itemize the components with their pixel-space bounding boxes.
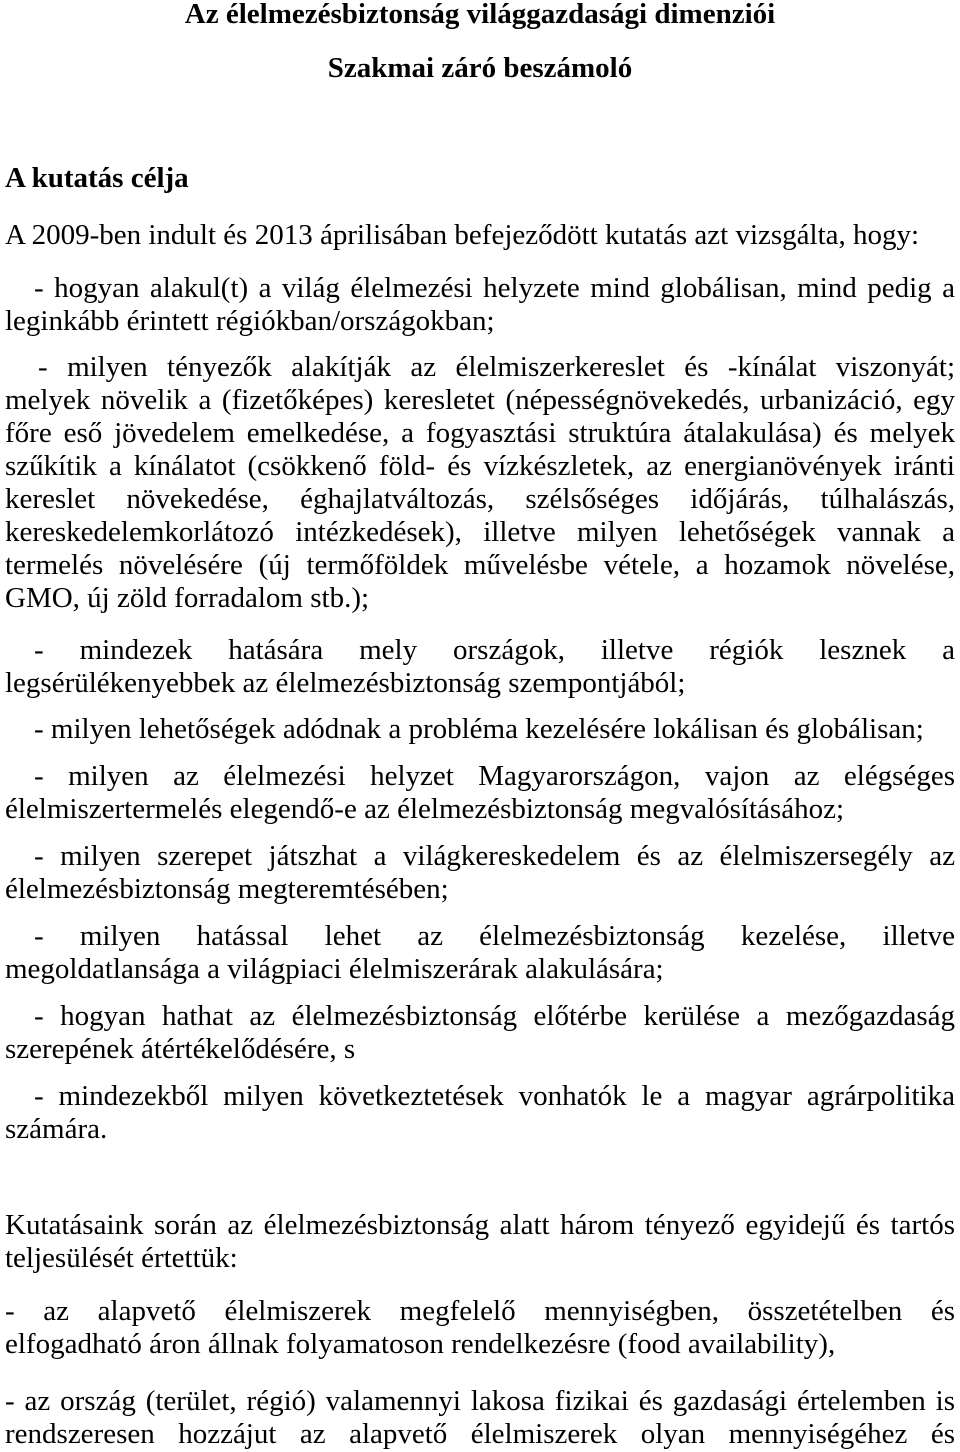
text-line: legsérülékenyebbek az élelmezésbiztonság szempontjából; (5, 667, 686, 699)
text-line: szerepének átértékelődésére, s (5, 1033, 356, 1065)
text-line: megoldatlansága a világpiaci élelmiszerárak alakulására; (5, 953, 664, 985)
text-line: rendszeresen hozzájut az alapvető élelmiszerek olyan mennyiségéhez és (5, 1418, 955, 1450)
text-line: - hogyan alakul(t) a világ élelmezési helyzete mind globálisan, mind pedig a (34, 272, 955, 304)
text-line: GMO, új zöld forradalom stb.); (5, 582, 370, 614)
text-line: - az alapvető élelmiszerek megfelelő mennyiségben, összetételben és (5, 1295, 955, 1327)
text-line: - mindezek hatására mely országok, illetve régiók lesznek a (34, 634, 955, 666)
text-line: - milyen az élelmezési helyzet Magyarországon, vajon az elégséges (34, 760, 955, 792)
text-line: élelmezésbiztonság megteremtésében; (5, 873, 449, 905)
text-line: - hogyan hathat az élelmezésbiztonság előtérbe kerülése a mezőgazdaság (34, 1000, 955, 1032)
text-line: teljesülését értettük: (5, 1242, 238, 1274)
question-item (5, 634, 955, 700)
question-item (5, 713, 955, 746)
text-line: kereslet növekedése, éghajlatváltozás, szélsőséges időjárás, túlhalászás, (5, 483, 955, 515)
section-heading: A kutatás célja (5, 162, 189, 194)
text-line: - milyen lehetőségek adódnak a probléma kezelésére lokálisan és globálisan; (34, 713, 924, 745)
question-item (5, 760, 955, 826)
text-line: - milyen szerepet játszhat a világkereskedelem és az élelmiszersegély az (34, 840, 955, 872)
document-title: Az élelmezésbiztonság világgazdasági dimenziói (184, 0, 776, 30)
text-line: melyek növelik a (fizetőképes) keresletet (népességnövekedés, urbanizáció, egy (5, 384, 955, 416)
document-subtitle: Szakmai záró beszámoló (327, 52, 633, 84)
condition-item (5, 1385, 955, 1451)
question-item (5, 920, 955, 986)
condition-item (5, 1295, 955, 1361)
definition-paragraph (5, 1209, 955, 1275)
question-item (5, 840, 955, 906)
text-line: termelés növelésére (új termőföldek művelésbe vétele, a hozamok növelése, (5, 549, 955, 581)
text-line: kereskedelemkorlátozó intézkedések), illetve milyen lehetőségek vannak a (5, 516, 955, 548)
text-line: szűkítik a kínálatot (csökkenő föld- és vízkészletek, az energianövények iránti (5, 450, 955, 482)
question-item (5, 351, 955, 615)
text-line: - mindezekből milyen következtetések vonhatók le a magyar agrárpolitika (34, 1080, 955, 1112)
text-line: számára. (5, 1113, 108, 1145)
text-line: - milyen tényezők alakítják az élelmiszerkereslet és -kínálat viszonyát; (38, 351, 955, 383)
text-line: - az ország (terület, régió) valamennyi lakosa fizikai és gazdasági értelemben is (5, 1385, 955, 1417)
question-item (5, 1000, 955, 1066)
text-line: főre eső jövedelem emelkedése, a fogyasztási struktúra átalakulása) és melyek (5, 417, 955, 449)
text-line: elfogadható áron állnak folyamatoson rendelkezésre (food availability), (5, 1328, 836, 1360)
text-line: - milyen hatással lehet az élelmezésbiztonság kezelése, illetve (34, 920, 955, 952)
question-item (5, 272, 955, 338)
question-item (5, 1080, 955, 1146)
text-line: Kutatásaink során az élelmezésbiztonság alatt három tényező egyidejű és tartós (5, 1209, 955, 1241)
text-line: leginkább érintett régiókban/országokban; (5, 305, 495, 337)
text-line: élelmiszertermelés elegendő-e az élelmezésbiztonság megvalósításához; (5, 793, 845, 825)
intro-paragraph: A 2009-ben indult és 2013 áprilisában befejeződött kutatás azt vizsgálta, hogy: (5, 219, 920, 251)
